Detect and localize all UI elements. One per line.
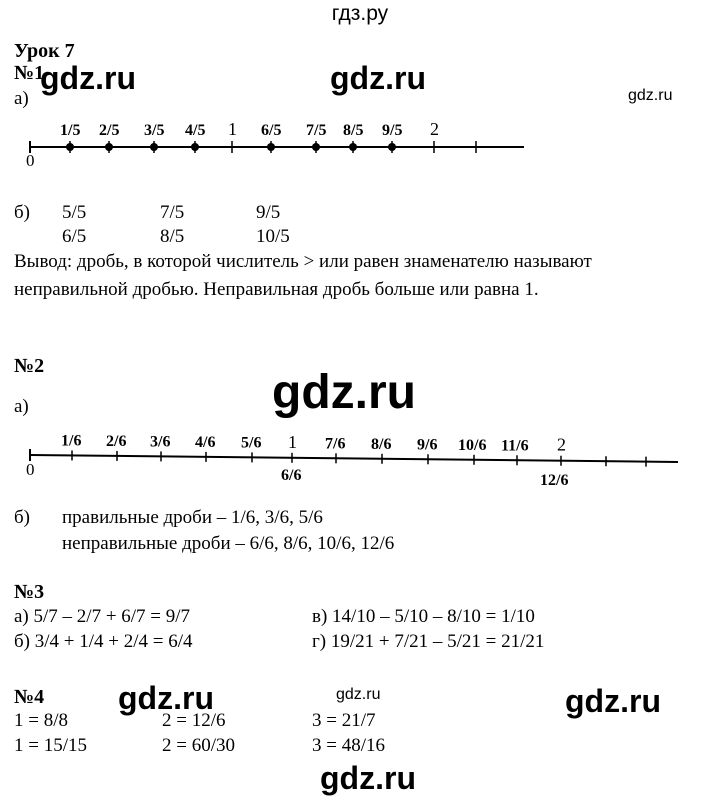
lesson-title: Урок 7 <box>14 40 75 62</box>
fraction-point <box>388 143 396 151</box>
tick-label: 4/6 <box>195 433 216 451</box>
tick-label: 10/6 <box>458 436 487 454</box>
task2-number-line <box>0 425 720 495</box>
task4-row2-col2: 2 = 60/30 <box>162 735 235 756</box>
watermark: gdz.ru <box>40 60 136 96</box>
fraction-point <box>150 143 158 151</box>
tick-label-below: 12/6 <box>540 472 569 489</box>
tick-label: 9/6 <box>417 436 438 454</box>
fraction-point <box>105 143 113 151</box>
task2-number: №2 <box>14 355 45 377</box>
tick-label: 1 <box>228 119 237 139</box>
task1-conclusion-line2: неправильной дробью. Неправильная дробь больше или равна 1. <box>14 279 539 300</box>
task1-col2-row2: 8/5 <box>160 226 185 247</box>
watermark: gdz.ru <box>330 60 426 96</box>
tick-label: 2/6 <box>106 432 127 450</box>
task3-a: а) 5/7 – 2/7 + 6/7 = 9/7 <box>14 606 191 627</box>
task1-col3-row2: 10/5 <box>256 226 290 247</box>
tick-label: 7/6 <box>325 435 346 453</box>
tick-label: 2 <box>430 119 439 139</box>
task1-col1-row1: 5/5 <box>62 202 87 223</box>
task3-g: г) 19/21 + 7/21 – 5/21 = 21/21 <box>312 631 545 652</box>
tick-label: 11/6 <box>501 437 529 455</box>
task1-part-b: б) <box>14 202 30 223</box>
task1-part-a: а) <box>14 88 29 109</box>
zero-label: 0 <box>26 151 35 170</box>
tick-label: 5/6 <box>241 434 262 452</box>
fraction-point <box>267 143 275 151</box>
fraction-point <box>191 143 199 151</box>
tick-label: 3/5 <box>144 122 165 139</box>
task1-number-line <box>0 110 720 180</box>
task4-row1-col2: 2 = 12/6 <box>162 710 226 731</box>
watermark: gdz.ru <box>320 760 416 796</box>
task3-b: б) 3/4 + 1/4 + 2/4 = 6/4 <box>14 631 193 652</box>
fraction-point <box>66 143 74 151</box>
task4-row1-col1: 1 = 8/8 <box>14 710 68 731</box>
tick-label: 6/5 <box>261 122 282 139</box>
tick-label: 8/5 <box>343 122 364 139</box>
tick-label: 1/6 <box>61 432 82 450</box>
fraction-point <box>312 143 320 151</box>
axis-line <box>30 455 678 462</box>
tick-label: 9/5 <box>382 122 403 139</box>
task4-row2-col3: 3 = 48/16 <box>312 735 385 756</box>
tick-label: 2/5 <box>99 122 120 139</box>
task2-part-b: б) <box>14 507 30 528</box>
site-title: гдз.ру <box>331 2 389 25</box>
watermark-small: gdz.ru <box>336 686 381 703</box>
task1-col3-row1: 9/5 <box>256 202 281 223</box>
task1-col1-row2: 6/5 <box>62 226 87 247</box>
task4-row2-col1: 1 = 15/15 <box>14 735 87 756</box>
tick-label: 1/5 <box>60 122 81 139</box>
tick-label: 8/6 <box>371 435 392 453</box>
tick-label: 7/5 <box>306 122 327 139</box>
task3-number: №3 <box>14 581 45 603</box>
tick-label: 3/6 <box>150 433 171 451</box>
tick-label: 4/5 <box>185 122 206 139</box>
watermark: gdz.ru <box>565 683 661 719</box>
fraction-point <box>349 143 357 151</box>
zero-label: 0 <box>26 460 35 479</box>
tick-label: 1 <box>288 431 297 452</box>
task1-col2-row1: 7/5 <box>160 202 185 223</box>
tick-label-below: 6/6 <box>281 467 302 484</box>
watermark: gdz.ru <box>118 680 214 716</box>
task3-v: в) 14/10 – 5/10 – 8/10 = 1/10 <box>312 606 535 627</box>
task2-proper-fractions: правильные дроби – 1/6, 3/6, 5/6 <box>62 507 323 528</box>
task2-part-a: а) <box>14 396 29 417</box>
task1-conclusion-line1: Вывод: дробь, в которой числитель > или равен знаменателю называют <box>14 251 592 272</box>
task2-improper-fractions: неправильные дроби – 6/6, 8/6, 10/6, 12/6 <box>62 533 395 554</box>
task4-row1-col3: 3 = 21/7 <box>312 710 376 731</box>
watermark-small: gdz.ru <box>628 87 673 104</box>
tick-label: 2 <box>557 434 566 455</box>
task1-number: №1 <box>14 62 45 84</box>
watermark-large: gdz.ru <box>272 366 416 419</box>
task4-number: №4 <box>14 686 45 708</box>
